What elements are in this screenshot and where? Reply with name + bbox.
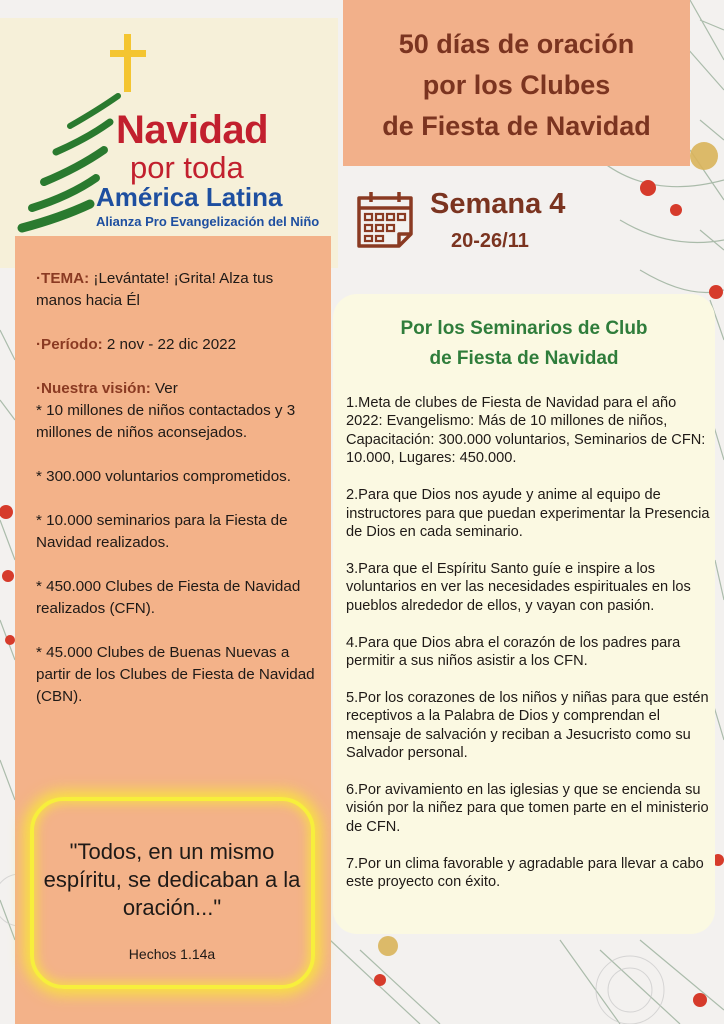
prayer-list bbox=[346, 394, 712, 910]
periodo-paragraph bbox=[36, 334, 316, 356]
page-title-line: de Fiesta de Navidad bbox=[382, 110, 651, 141]
page-title-line: por los Clubes bbox=[422, 69, 611, 100]
vision-label: ·Nuestra visión: bbox=[36, 380, 151, 397]
logo-alianza-text: Alianza Pro Evangelización del Niño bbox=[96, 214, 320, 229]
week-dates: 20-26/11 bbox=[451, 230, 529, 252]
logo bbox=[0, 18, 338, 268]
vision-item: * 10.000 seminarios para la Fiesta de Navidad realizados. bbox=[36, 512, 288, 551]
vision-item: * 450.000 Clubes de Fiesta de Navidad realizados (CFN). bbox=[36, 578, 301, 617]
calendar-icon bbox=[355, 188, 415, 255]
page-title-line: 50 días de oración bbox=[398, 28, 635, 59]
prayer-title bbox=[333, 314, 715, 374]
periodo-text: 2 nov - 22 dic 2022 bbox=[106, 336, 237, 353]
vision-item: * 45.000 Clubes de Buenas Nuevas a partir de los Clubes de Fiesta de Navidad (CBN). bbox=[36, 644, 315, 705]
tema-label: ·TEMA: bbox=[36, 270, 90, 287]
tema-text: ¡Levántate! ¡Grita! Alza tus manos hacia Él bbox=[36, 270, 274, 309]
quote-reference: Hechos 1.14a bbox=[128, 946, 216, 962]
vision-item: * 300.000 voluntarios comprometidos. bbox=[36, 468, 291, 485]
prayer-title-line: de Fiesta de Navidad bbox=[429, 348, 619, 369]
week-title: Semana 4 bbox=[430, 188, 566, 220]
periodo-label: ·Período: bbox=[36, 336, 103, 353]
logo-america-latina-text: América Latina bbox=[96, 182, 283, 212]
logo-navidad-text: Navidad bbox=[116, 108, 269, 152]
prayer-item: 7.Por un clima favorable y agradable para llevar a cabo este proyecto con éxito. bbox=[346, 855, 704, 891]
prayer-item: 1.Meta de clubes de Fiesta de Navidad para el año 2022: Evangelismo: Más de 10 millones de niños, Capacitación: 300.000 voluntarios, Seminarios de CFN: 10.000, Lugares: 450.000. bbox=[346, 395, 706, 467]
info-content bbox=[36, 268, 316, 730]
vision-item: * 10 millones de niños contactados y 3 millones de niños aconsejados. bbox=[36, 402, 296, 441]
prayer-item: 3.Para que el Espíritu Santo guíe e inspire a los voluntarios en ver las necesidades espirituales en los pueblos alrededor de ellos, y vayan con pasión. bbox=[346, 560, 691, 614]
vision-text: Ver bbox=[155, 380, 178, 397]
tema-paragraph bbox=[36, 268, 316, 312]
prayer-item: 6.Por avivamiento en las iglesias y que se encienda su visión por la niñez para que tomen parte en el ministerio de CFN. bbox=[346, 782, 709, 835]
prayer-item: 5.Por los corazones de los niños y niñas para que estén receptivos a la Palabra de Dios y comprendan el mensaje de salvación y reciban a Jesucristo como su Salvador personal. bbox=[346, 689, 709, 762]
vision-block bbox=[36, 378, 316, 708]
quote-text: "Todos, en un mismo espíritu, se dedicaban a la oración..." bbox=[43, 839, 301, 920]
prayer-item: 4.Para que Dios abra el corazón de los padres para permitir a sus niños asistir a los CFN. bbox=[346, 634, 681, 669]
prayer-title-line: Por los Seminarios de Club bbox=[400, 318, 648, 339]
page-title-box bbox=[343, 0, 690, 166]
logo-por-toda-text: por toda bbox=[130, 150, 244, 185]
prayer-item: 2.Para que Dios nos ayude y anime al equipo de instructores para que puedan experimentar la Presencia de Dios en cada seminario. bbox=[346, 487, 710, 540]
